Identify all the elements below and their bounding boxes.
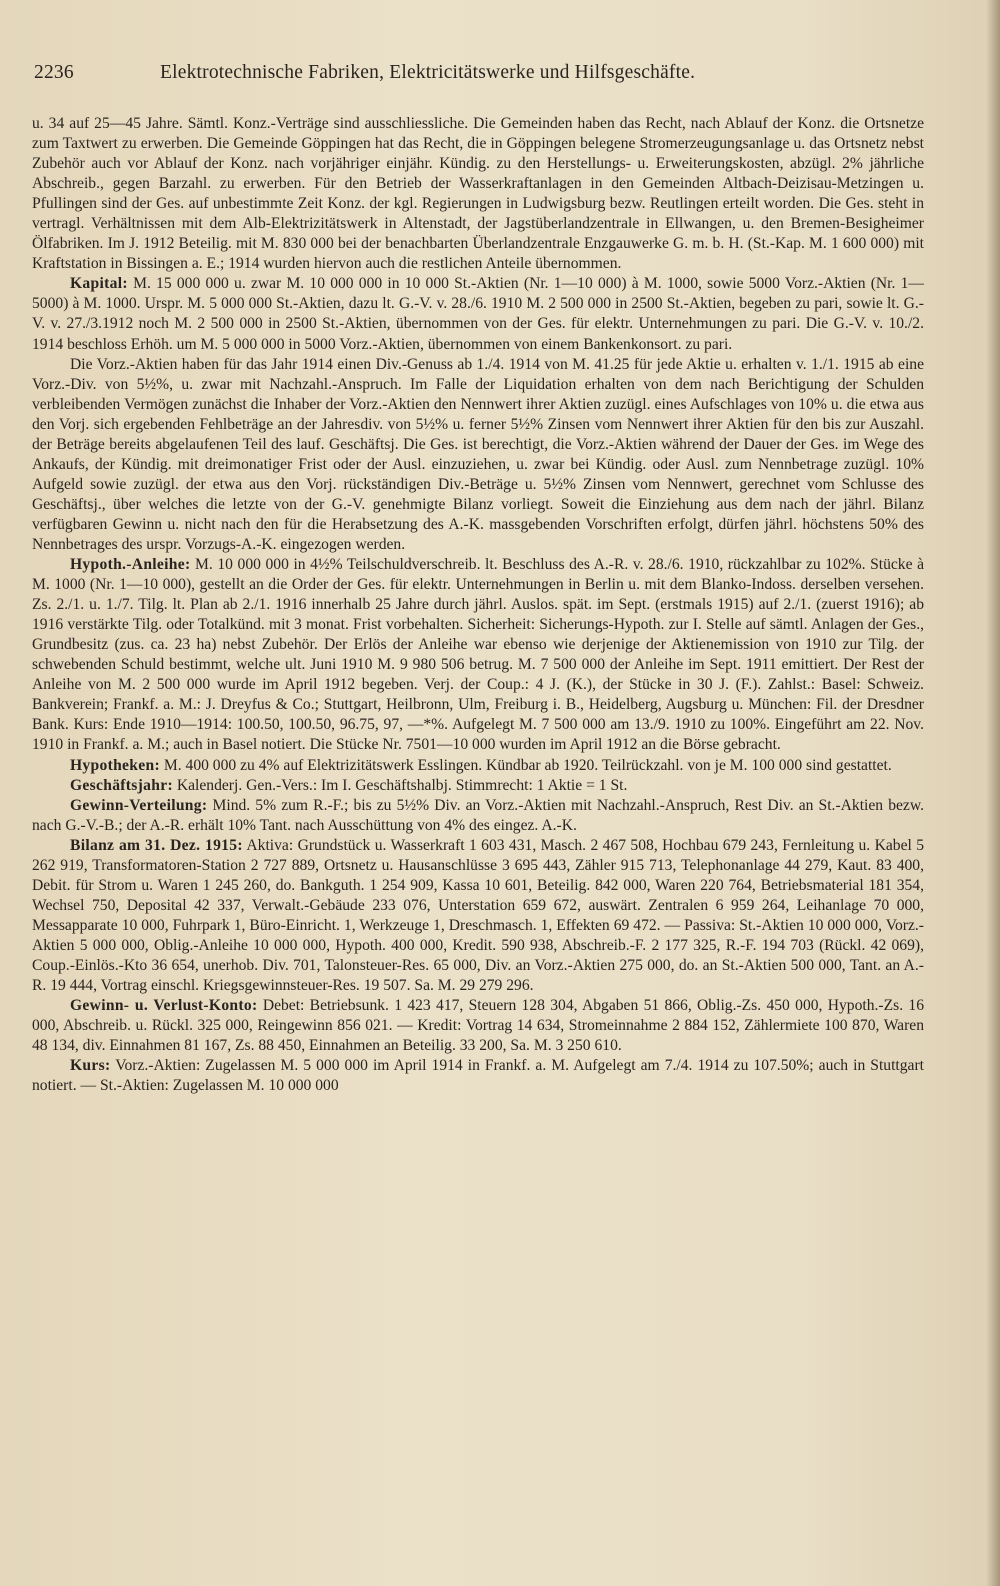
paragraph-text: Aktiva: Grundstück u. Wasserkraft 1 603 431, Masch. 2 467 508, Hochbau 679 243, Fernleitung u. Kabel 5 262 919, Transformatoren-Station 2 727 889, Ortsnetz u. Hausanschlüsse 3 695 443, Zähler 915 713, Telephonanlage 44 279, Kaut. 83 400, Debit. für Strom u. Waren 1 245 260, do. Bankguth. 1 254 909, Kassa 10 601, Beteilig. 842 000, Waren 220 764, Betriebsmaterial 181 354, Wechsel 750, Deposital 42 337, Verwalt.-Gebäude 233 076, Unterstation 659 672, auswärt. Zentralen 6 959 264, Leihanlage 70 000, Messapparate 10 000, Fuhrpark 1, Büro-Einricht. 1, Werkzeuge 1, Dreschmasch. 1, Effekten 69 472. — Passiva: St.-Aktien 10 000 000, Vorz.-Aktien 5 000 000, Oblig.-Anleihe 10 000 000, Hypoth. 400 000, Kredit. 590 938, Abschreib.-F. 2 177 325, R.-F. 194 703 (Rückl. 42 069), Coup.-Einlös.-Kto 36 654, unerhob. Div. 701, Talonsteuer-Res. 65 000, Div. an Vorz.-Aktien 275 000, do. an St.-Aktien 500 000, Tant. an A.-R. 19 444, Vortrag einschl. Kriegsgewinnsteuer-Res. 19 507. Sa. M. 29 279 296. (32, 836, 925, 995)
paragraph-kurs (32, 1056, 924, 1096)
section-heading: Kapital: (70, 275, 128, 293)
paragraph-text: u. 34 auf 25—45 Jahre. Sämtl. Konz.-Verträge sind ausschliessliche. Die Gemeinden haben das Recht, nach Ablauf der Konz. die Ortsnetze zum Taxtwert zu erwerben. Die Gemeinde Göppingen hat das Recht, die in Göppingen belegene Stromerzeugungsanlage u. das Ortsnetz nebst Zubehör auch vor Ablauf der Konz. nach vorjähriger einjähr. Kündig. zu den Herstellungs- u. Erweiterungskosten, abzügl. 2% jährliche Abschreib., gegen Barzahl. zu erwerben. Für den Betrieb der Wasserkraftanlagen in den Gemeinden Altbach-Deizisau-Metzingen u. Pfullingen sind der Ges. auf unbestimmte Zeit Konz. der kgl. Regierungen in Ludwigsburg bezw. Reutlingen erteilt worden. Die Ges. steht in vertragl. Verhältnissen mit dem Alb-Elektrizitätswerk in Altenstadt, der Jagstüberlandzentrale in Ellwangen, u. den Bremen-Besigheimer Ölfabriken. Im J. 1912 Beteilig. mit M. 830 000 bei der benachbarten Überlandzentrale Enzgauwerke G. m. b. H. (St.-Kap. M. 1 600 000) mit Kraftstation in Bissingen a. E.; 1914 wurden hiervon auch die restlichen Anteile übernommen. (32, 115, 924, 273)
paragraph-text: M. 10 000 000 in 4½% Teilschuldverschreib. lt. Beschluss des A.-R. v. 28./6. 1910, rückzahlbar zu 102%. Stücke à M. 1000 (Nr. 1—10 000), gestellt an die Order der Ges. für elektr. Unternehmungen in Berlin u. mit dem Blanko-Indoss. derselben versehen. Zs. 2./1. u. 1./7. Tilg. lt. Plan ab 2./1. 1916 innerhalb 25 Jahre durch jährl. Auslos. spät. im Sept. (erstmals 1915) auf 2./1. (zuerst 1916); ab 1916 verstärkte Tilg. oder Totalkünd. mit 3 monat. Frist vorbehalten. Sicherheit: Sicherungs-Hypoth. zur I. Stelle auf sämtl. Anlagen der Ges., Grundbesitz (zus. ca. 23 ha) nebst Zubehör. Der Erlös der Anleihe war ebenso wie derjenige der Aktienemission von 1910 zur Tilg. der schwebenden Schuld bestimmt, welche ult. Juni 1910 M. 9 980 506 betrug. M. 7 500 000 der Anleihe im Sept. 1911 emittiert. Der Rest der Anleihe von M. 2 500 000 wurde im April 1912 begeben. Verj. der Coup.: 4 J. (K.), der Stücke in 30 J. (F.). Zahlst.: Basel: Schweiz. Bankverein; Frankf. a. M.: J. Dreyfus & Co.; Stuttgart, Heilbronn, Ulm, Freiburg i. B., Heidelberg, Augsburg u. München: Fil. der Dresdner Bank. Kurs: Ende 1910—1914: 100.50, 100.50, 96.75, 97, —*%. Aufgelegt M. 7 500 000 am 13./9. 1910 zu 100%. Eingeführt am 22. Nov. 1910 in Frankf. a. M.; auch in Basel notiert. Die Stücke Nr. 7501—10 000 wurden im April 1912 an die Börse gebracht. (32, 556, 925, 754)
page-number: 2236 (34, 62, 74, 83)
paragraph-text: Mind. 5% zum R.-F.; bis zu 5½% Div. an Vorz.-Aktien mit Nachzahl.-Anspruch, Rest Div. an St.-Aktien bezw. nach G.-V.-B.; der A.-R. erhält 10% Tant. nach Ausschüttung von 4% des eingez. A.-K. (32, 796, 924, 834)
paragraph-text: Debet: Betriebsunk. 1 423 417, Steuern 128 304, Abgaben 51 866, Oblig.-Zs. 450 000, Hypoth.-Zs. 16 000, Abschreib. u. Rückl. 325 000, Reingewinn 856 021. — Kredit: Vortrag 14 634, Stromeinnahme 2 884 152, Zählermiete 100 870, Waren 48 134, div. Einnahmen 81 167, Zs. 88 450, Einnahmen an Beteilig. 33 200, Sa. M. 3 250 610. (32, 997, 924, 1055)
paragraph-text: Kalenderj. Gen.-Vers.: Im I. Geschäftshalbj. Stimmrecht: 1 Aktie = 1 St. (176, 776, 628, 794)
paragraph-hypoth-anleihe (32, 555, 924, 755)
paragraph-hypotheken (32, 756, 924, 776)
section-heading: Hypotheken: (70, 756, 160, 774)
paragraph-text: Vorz.-Aktien: Zugelassen M. 5 000 000 im April 1914 in Frankf. a. M. Aufgelegt am 7./4. 1914 zu 107.50%; auch in Stuttgart notiert. — St.-Aktien: Zugelassen M. 10 000 000 (32, 1057, 924, 1095)
paragraph-kapital (32, 274, 924, 354)
paragraph-vorz-aktien (32, 355, 924, 555)
paragraph-bilanz (32, 836, 924, 996)
section-heading: Gewinn-Verteilung: (70, 796, 208, 814)
paragraph-gewinn-verlust (32, 996, 924, 1056)
paragraph-gewinn-verteilung (32, 796, 924, 836)
body-text (32, 114, 924, 1096)
paragraph-geschaeftsjahr (32, 776, 924, 796)
running-title: Elektrotechnische Fabriken, Elektricitätswerke und Hilfsgeschäfte. (160, 62, 696, 83)
page-header (34, 62, 934, 90)
paragraph-concessions (32, 114, 924, 274)
section-heading: Bilanz am 31. Dez. 1915: (70, 836, 243, 854)
section-heading: Gewinn- u. Verlust-Konto: (70, 997, 258, 1015)
paragraph-text: Die Vorz.-Aktien haben für das Jahr 1914 einen Div.-Genuss ab 1./4. 1914 von M. 41.25 für jede Aktie u. erhalten v. 1./1. 1915 ab eine Vorz.-Div. von 5½%, u. zwar mit Nachzahl.-Anspruch. Im Falle der Liquidation erhalten von dem nach Berichtigung der Schulden verbleibenden Vermögen zunächst die Inhaber der Vorz.-Aktien den Nennwert ihrer Aktien zuzügl. eines Aufschlages von 10% u. die etwa aus den Vorj. sich ergebenden Fehlbeträge an der Jahresdiv. von 5½% u. ferner 5½% Zinsen vom Nennwert ihrer Aktien für den bis zur Auszahl. der Beträge bereits abgelaufenen Teil des lauf. Geschäftsj. Die Ges. ist berechtigt, die Vorz.-Aktien während der Dauer der Ges. im Wege des Ankaufs, der Kündig. mit dreimonatiger Frist oder der Ausl. einzuziehen, u. zwar bei Kündig. oder Ausl. zum Nennbetrage zuzügl. 10% Aufgeld sowie zuzügl. der etwa aus den Vorj. rückständigen Div.-Beträge u. 5½% Zinsen vom Nennwert, gerechnet vom Schlusse des Geschäftsj., über welches die letzte von der G.-V. genehmigte Bilanz vorliegt. Soweit die Einziehung aus dem nach der jährl. Bilanz verfügbaren Gewinn u. nicht nach den für die Herabsetzung des A.-K. massgebenden Vorschriften erfolgt, dürfen jährl. höchstens 50% des Nennbetrages des urspr. Vorzugs-A.-K. eingezogen werden. (32, 355, 924, 553)
section-heading: Kurs: (70, 1057, 111, 1075)
section-heading: Hypoth.-Anleihe: (70, 556, 191, 574)
page-edge-shadow (986, 0, 1000, 1586)
section-heading: Geschäftsjahr: (70, 776, 173, 794)
paragraph-text: M. 400 000 zu 4% auf Elektrizitätswerk Esslingen. Kündbar ab 1920. Teilrückzahl. von je M. 100 000 sind gestattet. (163, 756, 892, 774)
paragraph-text: M. 15 000 000 u. zwar M. 10 000 000 in 10 000 St.-Aktien (Nr. 1—10 000) à M. 1000, sowie 5000 Vorz.-Aktien (Nr. 1—5000) à M. 1000. Urspr. M. 5 000 000 St.-Aktien, dazu lt. G.-V. v. 28./6. 1910 M. 2 500 000 in 2500 St.-Aktien, begeben zu pari, sowie lt. G.-V. v. 27./3.1912 noch M. 2 500 000 in 2500 St.-Aktien, übernommen von der Ges. für elektr. Unternehmungen zu pari. Die G.-V. v. 10./2. 1914 beschloss Erhöh. um M. 5 000 000 in 5000 Vorz.-Aktien, übernommen von einem Bankenkonsort. zu pari. (32, 275, 925, 353)
